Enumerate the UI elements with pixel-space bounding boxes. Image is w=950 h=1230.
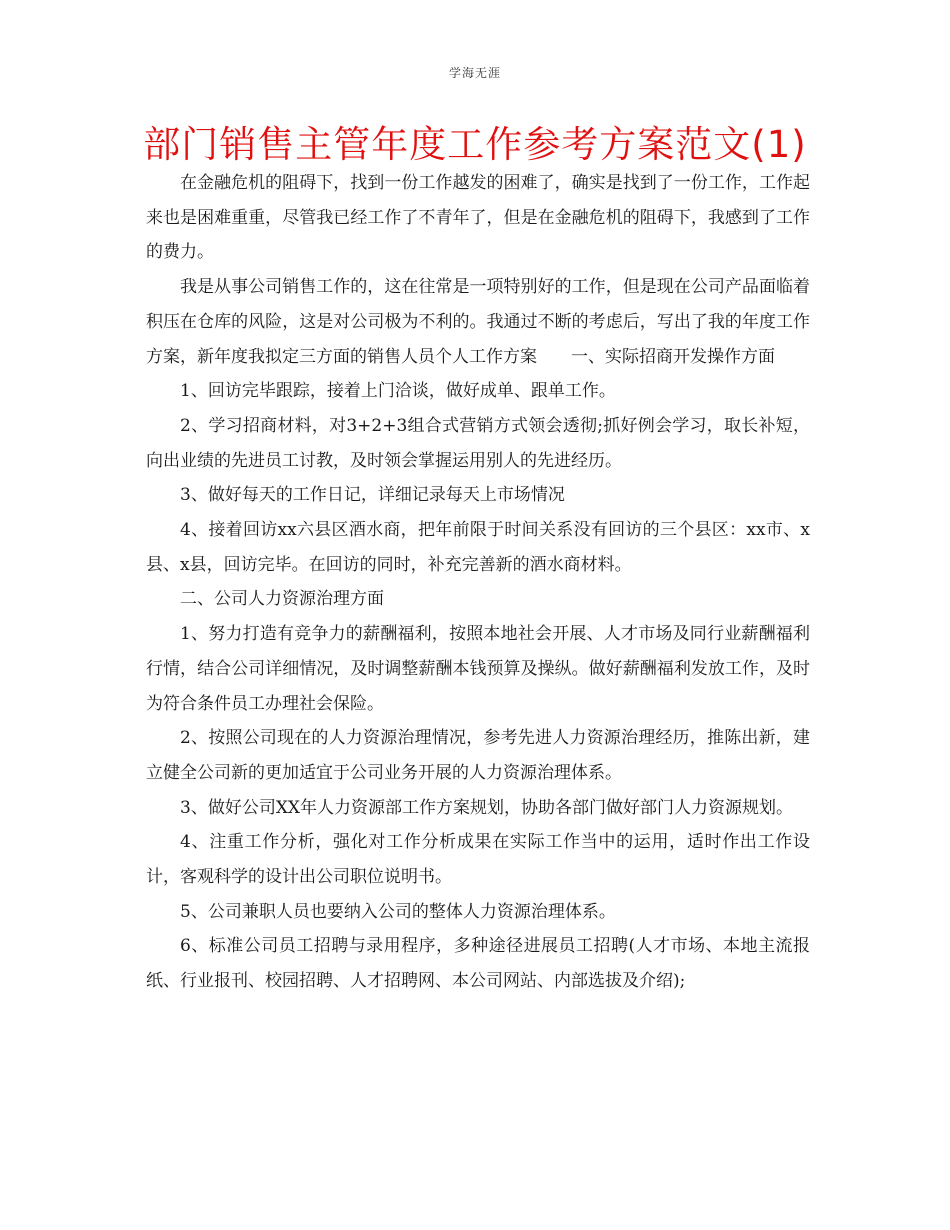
paragraph-item: 6、标准公司员工招聘与录用程序，多种途径进展员工招聘(人才市场、本地主流报纸、行业报刊、校园招聘、人才招聘网、本公司网站、内部选拔及介绍); <box>146 936 810 992</box>
document-title: 部门销售主管年度工作参考方案范文(1) <box>143 123 807 166</box>
document-body <box>146 166 810 999</box>
paragraph-item: 4、接着回访xx六县区酒水商，把年前限于时间关系没有回访的三个县区：xx市、x县、x县，回访完毕。在回访的同时，补充完善新的酒水商材料。 <box>146 520 810 575</box>
paragraph-item: 2、学习招商材料，对3+2+3组合式营销方式领会透彻;抓好例会学习，取长补短，向出业绩的先进员工讨教，及时领会掌握运用别人的先进经历。 <box>146 415 810 471</box>
paragraph-intro: 在金融危机的阻碍下，找到一份工作越发的困难了，确实是找到了一份工作，工作起来也是困难重重，尽管我已经工作了不青年了，但是在金融危机的阻碍下，我感到了工作的费力。 <box>146 173 810 263</box>
paragraph-item: 4、注重工作分析，强化对工作分析成果在实际工作当中的运用，适时作出工作设计，客观科学的设计出公司职位说明书。 <box>146 832 810 888</box>
paragraph-item: 1、努力打造有竞争力的薪酬福利，按照本地社会开展、人才市场及同行业薪酬福利行情，结合公司详细情况，及时调整薪酬本钱预算及操纵。做好薪酬福利发放工作，及时为符合条件员工办理社会保险。 <box>146 624 810 714</box>
paragraph-item: 3、做好公司XX年人力资源部工作方案规划，协助各部门做好部门人力资源规划。 <box>180 797 794 818</box>
paragraph-background: 我是从事公司销售工作的，这在往常是一项特别好的工作，但是现在公司产品面临着积压在仓库的风险，这是对公司极为不利的。我通过不断的考虑后，写出了我的年度工作方案，新年度我拟定三方面的销售人员个人工作方案 一、实际招商开发操作方面 <box>146 277 810 367</box>
paragraph-item: 1、回访完毕跟踪，接着上门洽谈，做好成单、跟单工作。 <box>180 381 616 402</box>
header-note: 学海无涯 <box>448 66 501 80</box>
paragraph-item: 2、按照公司现在的人力资源治理情况，参考先进人力资源治理经历，推陈出新，建立健全公司新的更加适宜于公司业务开展的人力资源治理体系。 <box>146 728 810 783</box>
paragraph-item: 3、做好每天的工作日记，详细记录每天上市场情况 <box>180 485 565 506</box>
paragraph-item: 5、公司兼职人员也要纳入公司的整体人力资源治理体系。 <box>180 901 616 922</box>
section-heading: 二、公司人力资源治理方面 <box>180 589 384 610</box>
